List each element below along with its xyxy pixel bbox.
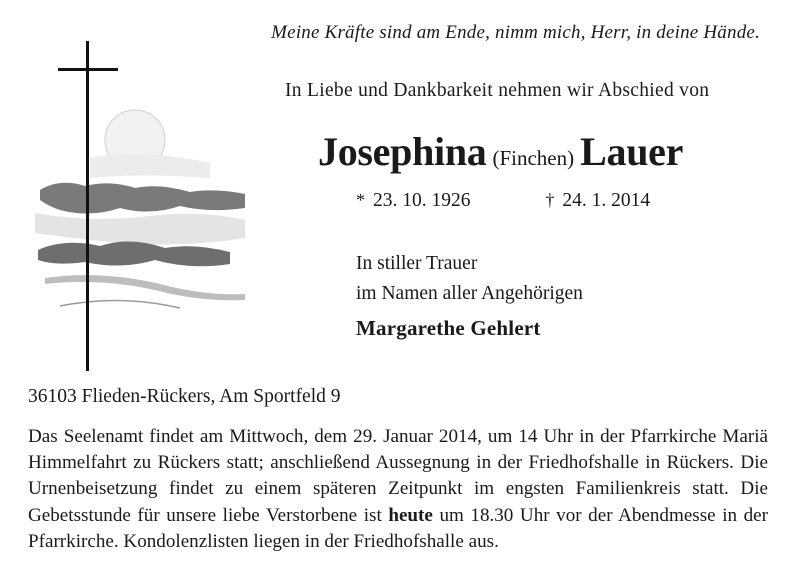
cross-landscape-illustration [30, 38, 250, 373]
shore-line-shape [60, 300, 180, 308]
service-text-part-1: Das Seelenamt findet am Mittwoch, dem 29. Januar 2014, um 14 Uhr in der Pfarrkirche Mariä Himmelfahrt zu Rückers statt; anschließend Aussegnung in der Friedhofshalle in Rückers. Die Urnenbeisetzung findet zu einem späteren Zeitpunkt im engsten Familienkreis statt. Die Gebetsstunde für unsere liebe Verstorbene ist [28, 426, 768, 526]
death-date: 24. 1. 2014 [562, 190, 651, 211]
mist-shape [35, 213, 245, 245]
upper-hills-shape [40, 183, 245, 214]
nickname: (Finchen) [492, 146, 575, 170]
dagger-icon: † [545, 190, 555, 210]
lower-hills-shape [38, 241, 230, 266]
service-information [28, 424, 768, 555]
life-dates [356, 190, 650, 212]
service-text-part-2: um 18.30 Uhr vor der Abendmesse in der Pfarrkirche. Kondolenzlisten liegen in der Friedhofshalle aus. [28, 504, 768, 552]
service-text-emphasis: heute [388, 504, 433, 526]
first-name: Josephina [318, 129, 487, 174]
deceased-name [318, 128, 683, 175]
last-name: Lauer [580, 129, 684, 174]
mourning-line-1: In stiller Trauer [356, 253, 478, 274]
haze-shape [90, 154, 210, 178]
death-date-group [545, 190, 650, 211]
farewell-intro: In Liebe und Dankbarkeit nehmen wir Abschied von [285, 80, 710, 101]
birth-star-icon: * [356, 190, 365, 210]
birth-date: 23. 10. 1926 [373, 190, 471, 211]
birth-date-group [356, 190, 475, 211]
mourning-block [356, 249, 583, 309]
family-address: 36103 Flieden-Rückers, Am Sportfeld 9 [28, 386, 341, 407]
signer-name: Margarethe Gehlert [356, 316, 541, 340]
cross-vertical-beam [86, 41, 89, 371]
epigraph-quote: Meine Kräfte sind am Ende, nimm mich, Herr, in deine Hände. [271, 22, 760, 43]
cross-horizontal-beam [58, 68, 118, 71]
mourning-line-2: im Namen aller Angehörigen [356, 283, 583, 304]
foreground-sweep-shape [45, 275, 245, 300]
